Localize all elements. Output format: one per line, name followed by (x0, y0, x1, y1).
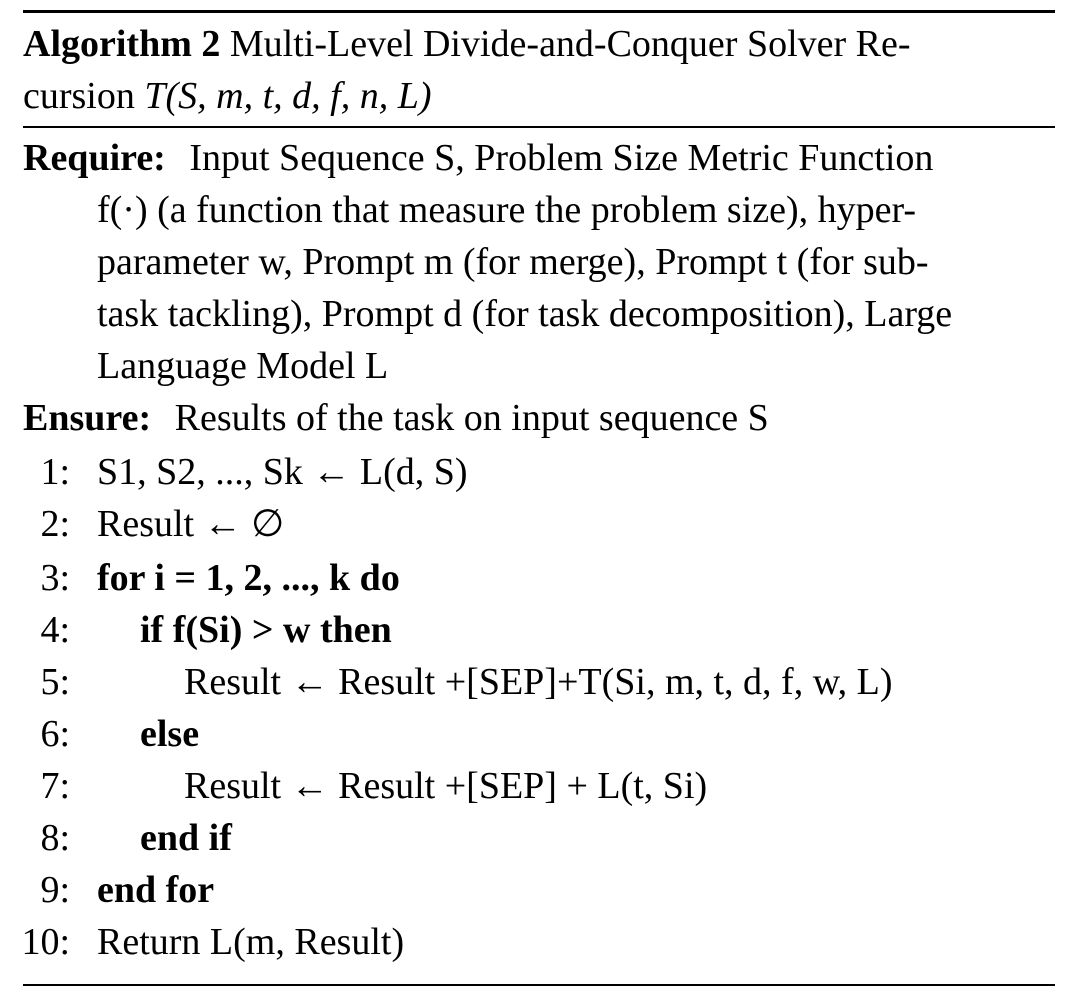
step-number: 2: (40, 503, 70, 545)
step-number: 5: (40, 661, 70, 703)
step-text: Result ← ∅ (97, 503, 285, 545)
algorithm-label: Algorithm 2 (23, 23, 221, 65)
step-text: Result ← Result +[SEP]+T(Si, m, t, d, f, w, L) (184, 661, 893, 703)
algorithm-title (23, 22, 911, 66)
algorithm-signature: T(S, m, t, d, f, n, L) (144, 75, 432, 117)
step-text: Return L(m, Result) (97, 921, 405, 963)
require-line-2: f(·) (a function that measure the problem size), hyper- (97, 189, 917, 231)
require-label: Require: (23, 137, 166, 179)
step-number: 4: (40, 609, 70, 651)
step-text: S1, S2, ..., Sk ← L(d, S) (97, 451, 468, 493)
algorithm-title-line1: Multi-Level Divide-and-Conquer Solver Re- (229, 23, 911, 65)
require-line-5: Language Model L (97, 345, 389, 387)
step-text: for i = 1, 2, ..., k do (97, 557, 400, 599)
step-text: end for (97, 869, 215, 911)
step-text: Result ← Result +[SEP] + L(t, Si) (184, 765, 708, 807)
algorithm-title-line2-text: cursion (23, 75, 135, 117)
top-rule (23, 10, 1055, 13)
step-number: 10: (21, 921, 70, 963)
step-number: 8: (40, 817, 70, 859)
header-rule (23, 126, 1055, 128)
step-text: end if (140, 817, 232, 859)
step-number: 1: (40, 451, 70, 493)
ensure-text: Results of the task on input sequence S (174, 397, 769, 439)
step-number: 7: (40, 765, 70, 807)
require-line-3: parameter w, Prompt m (for merge), Prompt t (for sub- (97, 241, 929, 283)
require-line-1: Input Sequence S, Problem Size Metric Function (189, 137, 934, 179)
require-line-4: task tackling), Prompt d (for task decomposition), Large (97, 293, 953, 335)
step-number: 9: (40, 869, 70, 911)
step-number: 3: (40, 557, 70, 599)
ensure-line (23, 396, 769, 440)
algorithm-title-line2 (23, 74, 432, 118)
step-text: else (140, 713, 200, 755)
ensure-label: Ensure: (23, 397, 152, 439)
step-number: 6: (40, 713, 70, 755)
bottom-rule (23, 984, 1055, 986)
step-text: if f(Si) > w then (140, 609, 392, 651)
